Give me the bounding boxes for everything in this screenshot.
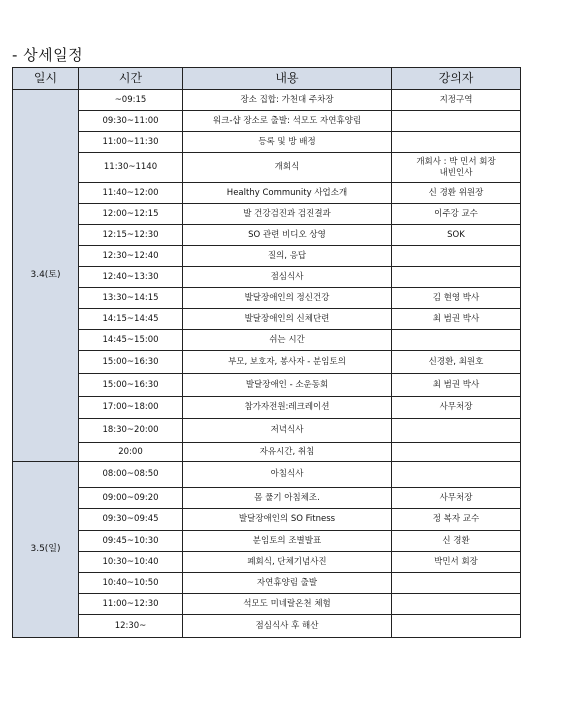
speaker-cell — [392, 615, 521, 638]
table-row — [13, 204, 521, 225]
speaker-cell: 정 복자 교수 — [392, 509, 521, 531]
table-row — [13, 443, 521, 462]
speaker-cell: 지정구역 — [392, 90, 521, 111]
speaker-cell: 박민서 회장 — [392, 552, 521, 573]
date-cell: 3.4(토) — [13, 90, 79, 462]
speaker-cell: SOK — [392, 225, 521, 246]
time-cell: 11:00~12:30 — [79, 594, 183, 615]
time-cell: 15:00~16:30 — [79, 374, 183, 397]
section-heading: - 상세일정 — [12, 46, 84, 64]
time-cell: 09:00~09:20 — [79, 488, 183, 509]
content-cell: SO 관련 비디오 상영 — [183, 225, 392, 246]
speaker-cell: 신경환, 최원호 — [392, 351, 521, 374]
time-cell: 17:00~18:00 — [79, 397, 183, 419]
time-cell: 09:30~11:00 — [79, 111, 183, 132]
speaker-cell: 신 경환 — [392, 531, 521, 552]
speaker-cell: 김 현영 박사 — [392, 288, 521, 309]
time-cell: 14:45~15:00 — [79, 330, 183, 351]
content-cell: 등록 및 방 배정 — [183, 132, 392, 153]
table-row — [13, 531, 521, 552]
content-cell: 자유시간, 취침 — [183, 443, 392, 462]
speaker-cell — [392, 246, 521, 267]
table-row — [13, 153, 521, 183]
table-row — [13, 615, 521, 638]
time-cell: 13:30~14:15 — [79, 288, 183, 309]
table-row — [13, 309, 521, 330]
table-row — [13, 552, 521, 573]
time-cell: 11:40~12:00 — [79, 183, 183, 204]
table-row — [13, 288, 521, 309]
time-cell: ~09:15 — [79, 90, 183, 111]
time-cell: 11:30~1140 — [79, 153, 183, 183]
date-cell: 3.5(일) — [13, 462, 79, 638]
speaker-cell — [392, 419, 521, 443]
speaker-cell — [392, 267, 521, 288]
table-row — [13, 397, 521, 419]
header-row — [13, 68, 521, 90]
column-header-date: 일시 — [13, 68, 79, 90]
table-row — [13, 267, 521, 288]
content-cell: 저녁식사 — [183, 419, 392, 443]
column-header-content: 내용 — [183, 68, 392, 90]
table-row — [13, 374, 521, 397]
speaker-cell: 신 경환 위원장 — [392, 183, 521, 204]
time-cell: 09:30~09:45 — [79, 509, 183, 531]
speaker-cell — [392, 462, 521, 488]
content-cell: 자연휴양림 출발 — [183, 573, 392, 594]
content-cell: 참가자전원:레크레이션 — [183, 397, 392, 419]
time-cell: 15:00~16:30 — [79, 351, 183, 374]
speaker-cell — [392, 330, 521, 351]
schedule-body — [13, 90, 521, 638]
speaker-cell — [392, 443, 521, 462]
speaker-cell — [392, 132, 521, 153]
content-cell: Healthy Community 사업소개 — [183, 183, 392, 204]
speaker-cell — [392, 573, 521, 594]
time-cell: 12:40~13:30 — [79, 267, 183, 288]
speaker-cell: 사무처장 — [392, 397, 521, 419]
table-row — [13, 132, 521, 153]
content-cell: 아침식사 — [183, 462, 392, 488]
table-row — [13, 573, 521, 594]
time-cell: 20:00 — [79, 443, 183, 462]
speaker-cell: 사무처장 — [392, 488, 521, 509]
content-cell: 몸 풀기 아침체조. — [183, 488, 392, 509]
content-cell: 발달장애인의 정신건강 — [183, 288, 392, 309]
table-row — [13, 509, 521, 531]
time-cell: 11:00~11:30 — [79, 132, 183, 153]
content-cell: 발 건강검진과 검진결과 — [183, 204, 392, 225]
speaker-cell: 최 범권 박사 — [392, 374, 521, 397]
content-cell: 워크-샵 장소로 출발: 석모도 자연휴양림 — [183, 111, 392, 132]
time-cell: 12:15~12:30 — [79, 225, 183, 246]
time-cell: 12:30~ — [79, 615, 183, 638]
table-row — [13, 419, 521, 443]
speaker-cell: 이주강 교수 — [392, 204, 521, 225]
speaker-cell: 개회사 : 박 민서 회장 내빈인사 — [392, 153, 521, 183]
table-row — [13, 246, 521, 267]
column-header-time: 시간 — [79, 68, 183, 90]
schedule-table — [12, 67, 521, 638]
speaker-cell: 최 범권 박사 — [392, 309, 521, 330]
table-row — [13, 183, 521, 204]
time-cell: 09:45~10:30 — [79, 531, 183, 552]
content-cell: 질의, 응답 — [183, 246, 392, 267]
speaker-cell — [392, 111, 521, 132]
time-cell: 10:30~10:40 — [79, 552, 183, 573]
time-cell: 18:30~20:00 — [79, 419, 183, 443]
content-cell: 석모도 미네랄온천 체험 — [183, 594, 392, 615]
content-cell: 발달장애인의 SO Fitness — [183, 509, 392, 531]
content-cell: 분임토의 조별발표 — [183, 531, 392, 552]
content-cell: 쉬는 시간 — [183, 330, 392, 351]
time-cell: 08:00~08:50 — [79, 462, 183, 488]
content-cell: 발달장애인 - 소운동회 — [183, 374, 392, 397]
speaker-cell — [392, 594, 521, 615]
column-header-speaker: 강의자 — [392, 68, 521, 90]
content-cell: 발달장애인의 신체단련 — [183, 309, 392, 330]
table-row — [13, 594, 521, 615]
table-row — [13, 90, 521, 111]
table-row — [13, 225, 521, 246]
table-row — [13, 111, 521, 132]
table-row — [13, 351, 521, 374]
content-cell: 점심식사 후 해산 — [183, 615, 392, 638]
content-cell: 부모, 보호자, 봉사자 - 분임토의 — [183, 351, 392, 374]
content-cell: 개회식 — [183, 153, 392, 183]
time-cell: 12:30~12:40 — [79, 246, 183, 267]
time-cell: 14:15~14:45 — [79, 309, 183, 330]
time-cell: 10:40~10:50 — [79, 573, 183, 594]
table-row — [13, 488, 521, 509]
table-row — [13, 462, 521, 488]
content-cell: 폐회식, 단체기념사진 — [183, 552, 392, 573]
content-cell: 점심식사 — [183, 267, 392, 288]
table-row — [13, 330, 521, 351]
content-cell: 장소 집합: 가천대 주차장 — [183, 90, 392, 111]
time-cell: 12:00~12:15 — [79, 204, 183, 225]
